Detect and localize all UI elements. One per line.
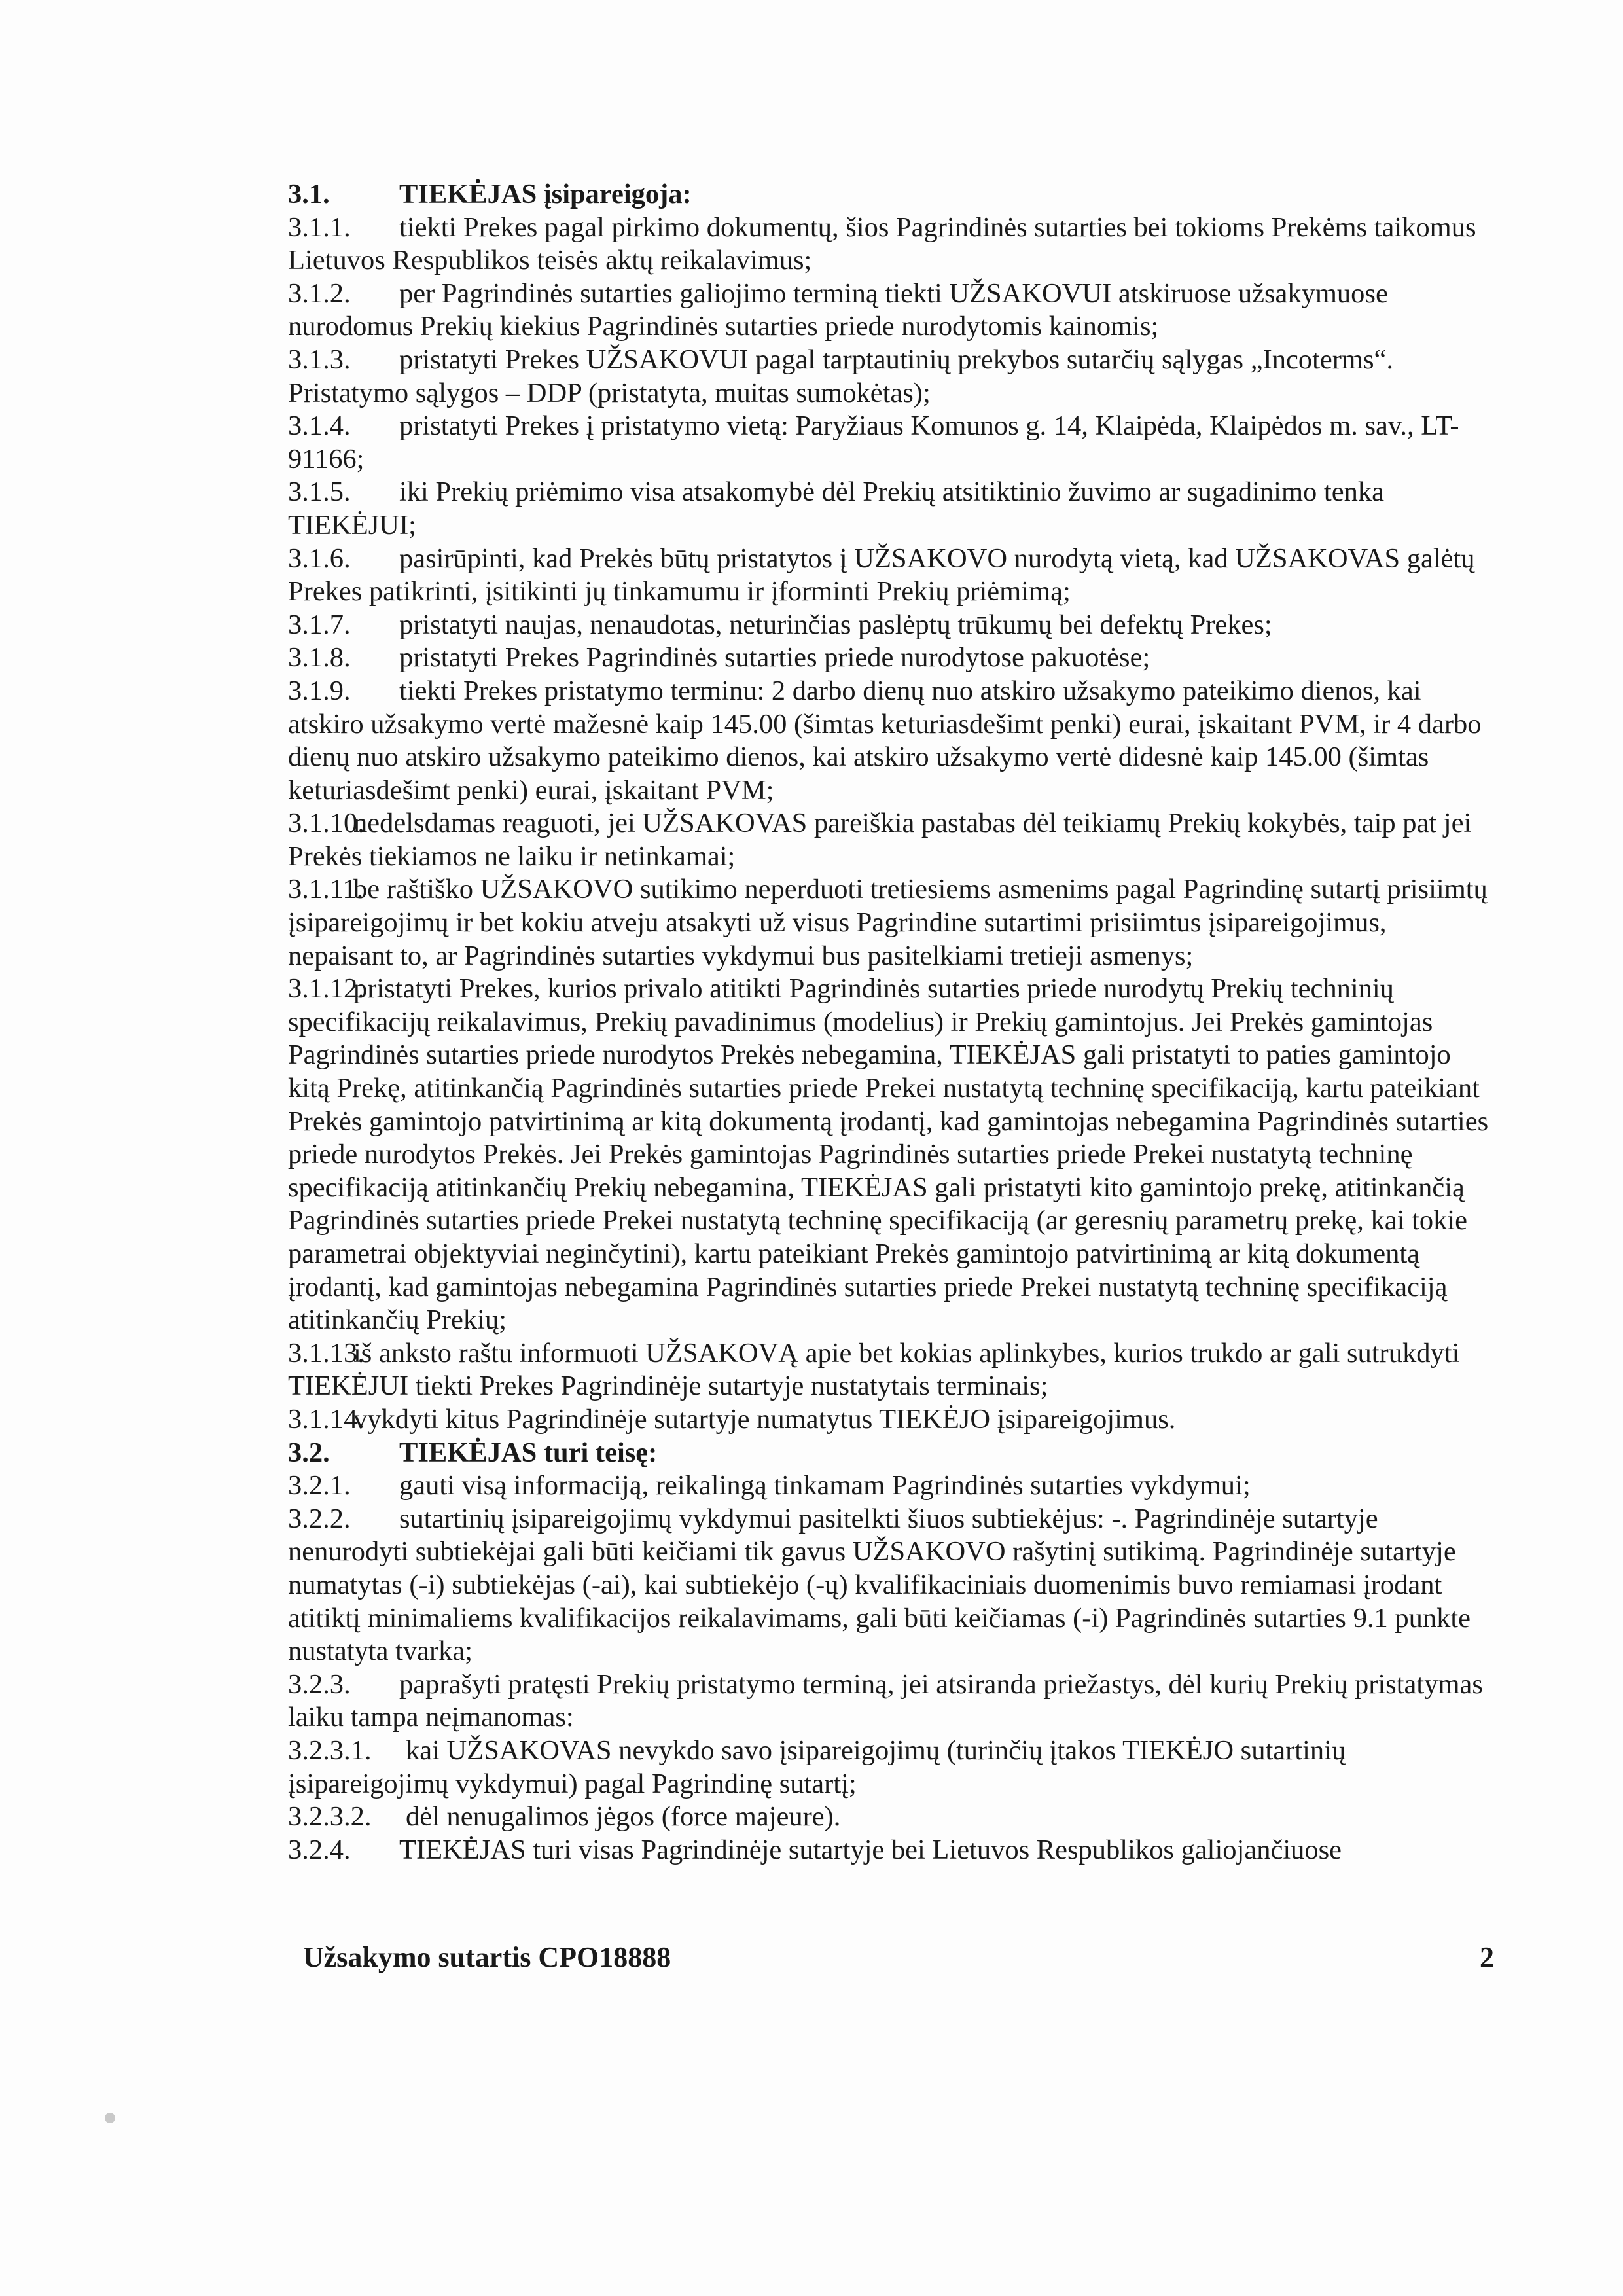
paragraph xyxy=(288,1668,1492,1734)
paragraph xyxy=(288,476,1492,542)
paragraph xyxy=(288,1403,1492,1437)
paragraph-text: paprašyti pratęsti Prekių pristatymo terminą, jei atsiranda priežastys, dėl kurių Prekių pristatymas laiku tampa neįmanomas: xyxy=(288,1668,1483,1733)
paragraph-text: vykdyti kitus Pagrindinėje sutartyje numatytus TIEKĖJO įsipareigojimus. xyxy=(353,1403,1176,1435)
paragraph-text: kai UŽSAKOVAS nevykdo savo įsipareigojimų (turinčių įtakos TIEKĖJO sutartinių įsipareigojimų vykdymui) pagal Pagrindinę sutartį; xyxy=(288,1734,1346,1799)
paragraph xyxy=(288,1337,1492,1403)
paragraph-text: nedelsdamas reaguoti, jei UŽSAKOVAS pareiškia pastabas dėl teikiamų Prekių kokybės, taip pat jei Prekės tiekiamos ne laiku ir netinkamai; xyxy=(288,808,1472,872)
paragraph-number: 3.1.12. xyxy=(288,973,365,1005)
paragraph xyxy=(288,1834,1492,1867)
paragraph-number: 3.1.8. xyxy=(288,642,351,673)
paragraph xyxy=(288,675,1492,807)
paragraph-text: pasirūpinti, kad Prekės būtų pristatytos į UŽSAKOVO nurodytą vietą, kad UŽSAKOVAS galėtų Prekes patikrinti, įsitikinti jų tinkamumu ir įforminti Prekių priėmimą; xyxy=(288,543,1475,607)
section-heading xyxy=(288,178,1492,211)
paragraph-number: 3.1. xyxy=(288,179,330,209)
paragraph xyxy=(288,1734,1492,1801)
paragraph xyxy=(288,278,1492,344)
paragraph-text: gauti visą informaciją, reikalingą tinkamam Pagrindinės sutarties vykdymui; xyxy=(399,1470,1251,1501)
paragraph xyxy=(288,641,1492,675)
paragraph-number: 3.2.3.2. xyxy=(288,1801,372,1833)
paragraph-number: 3.2.3.1. xyxy=(288,1734,372,1766)
paragraph-text: TIEKĖJAS turi teisę: xyxy=(399,1437,658,1468)
paragraph-text: pristatyti naujas, nenaudotas, neturinčias paslėptų trūkumų bei defektų Prekes; xyxy=(399,609,1272,640)
paragraph-number: 3.2. xyxy=(288,1437,330,1468)
paragraph-text: sutartinių įsipareigojimų vykdymui pasitelkti šiuos subtiekėjus: -. Pagrindinėje sutartyje nenurodyti subtiekėjai gali būti keičiami tik gavus UŽSAKOVO rašytinį sutikimą. Pagrindinėje sutartyje numatytas (-i) subtiekėjas (-ai), kai subtiekėjo (-ų) kvalifikaciniais duomenimis buvo remiamasi įrodant atitiktį minimaliems kvalifikacijos reikalavimams, gali būti keičiamas (-i) Pagrindinės sutarties 9.1 punkte nustatyta tvarka; xyxy=(288,1503,1471,1667)
paragraph-text: tiekti Prekes pagal pirkimo dokumentų, šios Pagrindinės sutarties bei tokioms Prekėms taikomus Lietuvos Respublikos teisės aktų reikalavimus; xyxy=(288,211,1476,276)
page-number: 2 xyxy=(1480,1941,1494,1973)
paragraph xyxy=(288,807,1492,873)
paragraph-number: 3.1.6. xyxy=(288,543,351,574)
paragraph-number: 3.2.1. xyxy=(288,1470,351,1501)
paragraph xyxy=(288,973,1492,1337)
paragraph xyxy=(288,873,1492,973)
paragraph-text: pristatyti Prekes UŽSAKOVUI pagal tarptautinių prekybos sutarčių sąlygas „Incoterms“. Pristatymo sąlygos – DDP (pristatyta, muitas sumokėtas); xyxy=(288,344,1394,408)
paragraph xyxy=(288,609,1492,642)
paragraph-number: 3.1.10. xyxy=(288,808,365,839)
paragraph-text: iki Prekių priėmimo visa atsakomybė dėl Prekių atsitiktinio žuvimo ar sugadinimo tenka TIEKĖJUI; xyxy=(288,476,1384,541)
paragraph xyxy=(288,344,1492,410)
paragraph-number: 3.2.4. xyxy=(288,1834,351,1865)
paragraph-number: 3.2.3. xyxy=(288,1668,351,1700)
paragraph-number: 3.1.1. xyxy=(288,211,351,243)
contract-label: Užsakymo sutartis CPO18888 xyxy=(303,1941,671,1973)
paragraph-number: 3.1.9. xyxy=(288,675,351,706)
paragraph-text: be raštiško UŽSAKOVO sutikimo neperduoti tretiesiems asmenims pagal Pagrindinę sutartį prisiimtų įsipareigojimų ir bet kokiu atveju atsakyti už visus Pagrindine sutartimi prisiimtus įsipareigojimus, nepaisant to, ar Pagrindinės sutarties vykdymui bus pasitelkiami tretieji asmenys; xyxy=(288,874,1488,971)
paragraph-text: iš anksto raštu informuoti UŽSAKOVĄ apie bet kokias aplinkybes, kurios trukdo ar gali sutrukdyti TIEKĖJUI tiekti Prekes Pagrindinėje sutartyje nustatytais terminais; xyxy=(288,1337,1460,1402)
paragraph-number: 3.1.4. xyxy=(288,410,351,442)
scan-artifact xyxy=(105,2113,115,2123)
paragraph-text: pristatyti Prekes, kurios privalo atitikti Pagrindinės sutarties priede nurodytų Prekių techninių specifikacijų reikalavimus, Prekių pavadinimus (modelius) ir Prekių gamintojus. Jei Prekės gamintojas Pagrindinės sutarties priede nurodytos Prekės nebegamina, TIEKĖJAS gali pristatyti to paties gamintojo kitą Prekę, atitinkančią Pagrindinės sutarties priede Prekei nustatytą techninę specifikaciją, kartu pateikiant Prekės gamintojo patvirtinimą ar kitą dokumentą įrodantį, kad gamintojas nebegamina Pagrindinės sutarties priede nurodytos Prekės. Jei Prekės gamintojas Pagrindinės sutarties priede Prekei nustatytą techninę specifikaciją atitinkančių Prekių nebegamina, TIEKĖJAS gali pristatyti kito gamintojo prekę, atitinkančią Pagrindinės sutarties priede Prekei nustatytą techninę specifikaciją (ar geresnių parametrų prekę, kai tokie parametrai objektyviai neginčytini), kartu pateikiant Prekės gamintojo patvirtinimą ar kitą dokumentą įrodantį, kad gamintojas nebegamina Pagrindinės sutarties priede Prekei nustatytą techninę specifikaciją atitinkančių Prekių; xyxy=(288,973,1489,1336)
paragraph-number: 3.1.7. xyxy=(288,609,351,640)
paragraph-text: pristatyti Prekes Pagrindinės sutarties priede nurodytose pakuotėse; xyxy=(399,642,1150,673)
paragraph-number: 3.1.13. xyxy=(288,1337,365,1369)
paragraph-text: dėl nenugalimos jėgos (force majeure). xyxy=(406,1801,841,1833)
paragraph-text: per Pagrindinės sutarties galiojimo terminą tiekti UŽSAKOVUI atskiruose užsakymuose nurodomus Prekių kiekius Pagrindinės sutarties priede nurodytomis kainomis; xyxy=(288,278,1388,342)
paragraph xyxy=(288,211,1492,278)
paragraph-text: TIEKĖJAS įsipareigoja: xyxy=(399,179,692,209)
paragraph-number: 3.2.2. xyxy=(288,1503,351,1534)
paragraph-number: 3.1.3. xyxy=(288,344,351,375)
document-body xyxy=(288,178,1492,1867)
paragraph-text: TIEKĖJAS turi visas Pagrindinėje sutartyje bei Lietuvos Respublikos galiojančiuose xyxy=(399,1834,1342,1865)
paragraph xyxy=(288,1801,1492,1834)
paragraph xyxy=(288,410,1492,476)
section-heading xyxy=(288,1437,1492,1470)
paragraph-number: 3.1.11. xyxy=(288,874,364,905)
paragraph-text: pristatyti Prekes į pristatymo vietą: Paryžiaus Komunos g. 14, Klaipėda, Klaipėdos m. sav., LT-91166; xyxy=(288,410,1459,475)
paragraph xyxy=(288,1503,1492,1668)
paragraph-number: 3.1.2. xyxy=(288,278,351,309)
paragraph-number: 3.1.5. xyxy=(288,476,351,508)
paragraph xyxy=(288,1469,1492,1503)
paragraph-text: tiekti Prekes pristatymo terminu: 2 darbo dienų nuo atskiro užsakymo pateikimo dienos, kai atskiro užsakymo vertė mažesnė kaip 145.00 (šimtas keturiasdešimt penki) eurai, įskaitant PVM, ir 4 darbo dienų nuo atskiro užsakymo pateikimo dienos, kai atskiro užsakymo vertė didesnė kaip 145.00 (šimtas keturiasdešimt penki) eurai, įskaitant PVM; xyxy=(288,675,1482,806)
paragraph xyxy=(288,543,1492,609)
paragraph-number: 3.1.14. xyxy=(288,1403,365,1435)
